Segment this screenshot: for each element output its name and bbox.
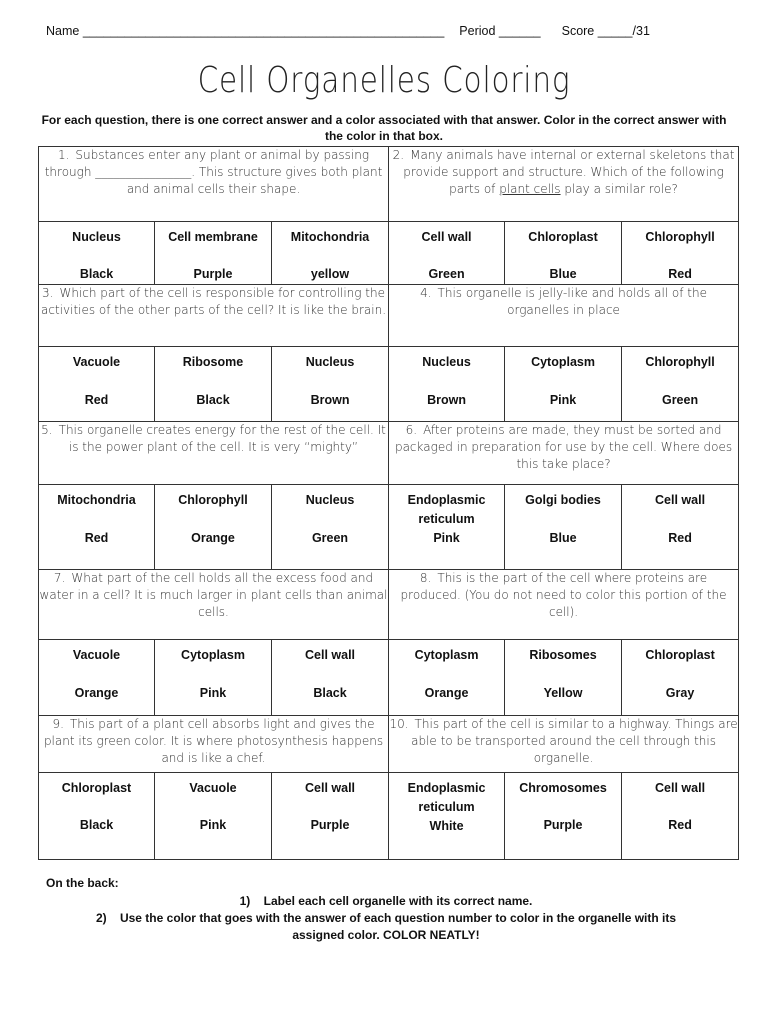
question-5: 5. This organelle creates energy for the rest of the cell. It is the power plant of the cell. It is very “mighty”	[39, 422, 389, 485]
answer-cell[interactable]: Endoplasmic reticulum White	[389, 773, 505, 860]
answer-cell[interactable]: Cytoplasm Pink	[505, 347, 622, 422]
answer-cell[interactable]: Cell wall Black	[272, 640, 389, 716]
answer-cell[interactable]: Chlorophyll Red	[622, 222, 739, 285]
score-total: /31	[632, 24, 650, 38]
question-7: 7. What part of the cell holds all the excess food and water in a cell? It is much larger in plant cells than animal cells.	[39, 570, 389, 640]
question-8: 8. This is the part of the cell where proteins are produced. (You do not need to color this portion of the cell).	[389, 570, 739, 640]
answer-cell[interactable]: Mitochondria yellow	[272, 222, 389, 285]
answer-cell[interactable]: Vacuole Orange	[39, 640, 155, 716]
answer-cell[interactable]: Golgi bodies Blue	[505, 485, 622, 570]
answer-cell[interactable]: Chlorophyll Orange	[155, 485, 272, 570]
answer-cell[interactable]: Cell membrane Purple	[155, 222, 272, 285]
answer-cell[interactable]: Chloroplast Blue	[505, 222, 622, 285]
question-2: 2. Many animals have internal or external skeletons that provide support and structure. Which of the following parts of plant cells play a similar role?	[389, 147, 739, 222]
back-step-1: 1) Label each cell organelle with its correct name.	[239, 894, 533, 908]
question-10: 10. This part of the cell is similar to a highway. Things are able to be transported around the cell through this organelle.	[389, 716, 739, 773]
student-info-header	[46, 24, 650, 38]
question-4: 4. This organelle is jelly-like and holds all of the organelles in place	[389, 285, 739, 347]
question-1: 1. Substances enter any plant or animal by passing through ________________. This structure gives both plant and animal cells their shape.	[39, 147, 389, 222]
score-label: Score	[561, 24, 595, 38]
answer-cell[interactable]: Chloroplast Gray	[622, 640, 739, 716]
answer-cell[interactable]: Chromosomes Purple	[505, 773, 622, 860]
back-heading: On the back:	[46, 876, 119, 890]
answer-cell[interactable]: Nucleus Brown	[272, 347, 389, 422]
answer-cell[interactable]: Chlorophyll Green	[622, 347, 739, 422]
answer-cell[interactable]: Endoplasmic reticulum Pink	[389, 485, 505, 570]
name-label: Name	[46, 24, 80, 38]
instructions: For each question, there is one correct answer and a color associated with that answer. Color in the correct answer with the color in that box.	[41, 113, 727, 143]
question-3: 3. Which part of the cell is responsible for controlling the activities of the other parts of the cell? It is like the brain.	[39, 285, 389, 347]
answer-cell[interactable]: Cell wall Red	[622, 773, 739, 860]
answer-cell[interactable]: Ribosome Black	[155, 347, 272, 422]
period-label: Period	[459, 24, 496, 38]
answer-cell[interactable]: Nucleus Green	[272, 485, 389, 570]
answer-cell[interactable]: Cytoplasm Orange	[389, 640, 505, 716]
back-step-2: 2) Use the color that goes with the answer of each question number to color in the organelle with its assigned color. COLOR NEATLY!	[95, 911, 677, 942]
question-6: 6. After proteins are made, they must be sorted and packaged in preparation for use by the cell. Where does this take place?	[389, 422, 739, 485]
answer-cell[interactable]: Cell wall Purple	[272, 773, 389, 860]
answer-cell[interactable]: Vacuole Red	[39, 347, 155, 422]
answer-cell[interactable]: Vacuole Pink	[155, 773, 272, 860]
answer-cell[interactable]: Cell wall Green	[389, 222, 505, 285]
score-blank[interactable]: _____	[597, 24, 633, 38]
answer-cell[interactable]: Cytoplasm Pink	[155, 640, 272, 716]
page-title: Cell Organelles Coloring	[197, 60, 571, 101]
name-blank[interactable]: ____________________________________________________	[82, 24, 445, 38]
answer-cell[interactable]: Chloroplast Black	[39, 773, 155, 860]
period-blank[interactable]: ______	[498, 24, 541, 38]
question-9: 9. This part of a plant cell absorbs light and gives the plant its green color. It is where photosynthesis happens and is like a chef.	[39, 716, 389, 773]
question-grid	[38, 146, 739, 860]
back-instructions	[46, 875, 726, 944]
answer-cell[interactable]: Cell wall Red	[622, 485, 739, 570]
answer-cell[interactable]: Nucleus Black	[39, 222, 155, 285]
answer-cell[interactable]: Mitochondria Red	[39, 485, 155, 570]
answer-cell[interactable]: Nucleus Brown	[389, 347, 505, 422]
answer-cell[interactable]: Ribosomes Yellow	[505, 640, 622, 716]
emphasis-plant-cells: plant cells	[499, 182, 561, 196]
